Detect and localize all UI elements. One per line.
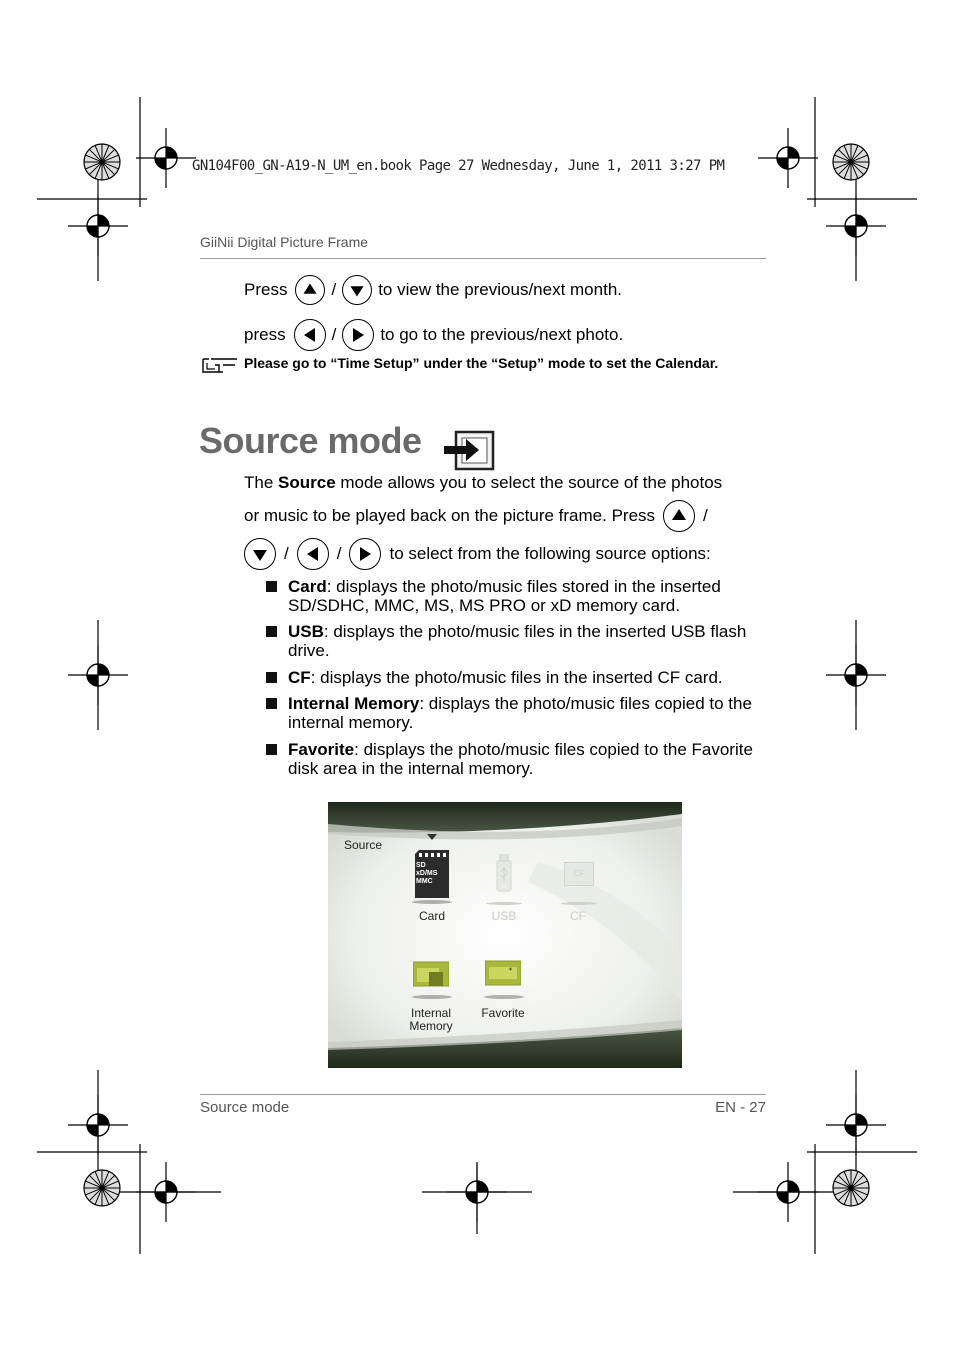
bullet-desc: : displays the photo/music files copied to the Favorite disk area in the internal memory. xyxy=(288,740,753,778)
footer-section: Source mode xyxy=(200,1099,290,1116)
cf-shadow xyxy=(561,902,597,905)
right-arrow-icon xyxy=(349,538,381,570)
nav-line-prefix: Press xyxy=(244,280,288,299)
internal-memory-label-line1: Internal xyxy=(410,1006,452,1020)
selector-caret-icon xyxy=(427,834,437,840)
screen-title: Source xyxy=(344,838,383,852)
bullet-desc: : displays the photo/music files stored in the inserted SD/SDHC, MMC, MS, MS PRO or xD memory card. xyxy=(288,577,721,615)
left-arrow-icon xyxy=(297,538,329,570)
print-slug: GN104F00_GN-A19-N_UM_en.book Page 27 Wednesday, June 1, 2011 3:27 PM xyxy=(192,158,725,174)
intro-slash: / xyxy=(703,506,708,525)
intro-slash: / xyxy=(284,544,289,563)
intro-bold-source: Source xyxy=(278,473,336,492)
source-menu-screenshot xyxy=(328,802,682,1068)
bullet-desc: : displays the photo/music files in the inserted USB flash drive. xyxy=(288,622,747,660)
nav-line-month xyxy=(244,274,622,306)
nav-line-photo xyxy=(244,318,623,352)
card-label: Card xyxy=(418,909,445,923)
nav-line-sep: / xyxy=(331,280,337,299)
left-arrow-icon xyxy=(294,319,326,351)
card-icon-text-mmc: MMC xyxy=(416,878,433,885)
right-arrow-icon xyxy=(342,319,374,351)
intro-slash: / xyxy=(336,544,342,563)
section-title: Source mode xyxy=(199,420,422,461)
intro-line-2-text: or music to be played back on the picture frame. Press xyxy=(244,506,656,525)
intro-line-2 xyxy=(244,498,708,534)
source-options-list xyxy=(266,577,766,787)
card-icon-text-xdms: xD/MS xyxy=(416,870,438,877)
nav-line-suffix: to view the previous/next month. xyxy=(378,280,622,299)
cf-label: CF xyxy=(570,909,586,923)
bullet-term: Favorite xyxy=(288,740,355,759)
down-arrow-icon xyxy=(342,275,372,305)
note-text: Please go to “Time Setup” under the “Setup” mode to set the Calendar. xyxy=(244,355,719,371)
card-shadow xyxy=(412,900,452,904)
source-mode-icon xyxy=(442,430,496,472)
nav-line-prefix: press xyxy=(244,325,286,344)
intro-the: The xyxy=(244,473,279,492)
intro-rest: mode allows you to select the source of the photos xyxy=(335,473,723,492)
favorite-source-icon[interactable] xyxy=(485,960,521,986)
internal-memory-label xyxy=(398,1007,464,1033)
running-header: GiiNii Digital Picture Frame xyxy=(200,234,369,250)
nav-line-suffix: to go to the previous/next photo. xyxy=(380,325,624,344)
cf-icon-text: CF xyxy=(573,869,585,878)
bullet-square-icon xyxy=(266,626,277,637)
favorite-label: Favorite xyxy=(481,1006,525,1020)
intro-line-3 xyxy=(244,537,711,571)
usb-shadow xyxy=(486,902,522,905)
page-number: EN - 27 xyxy=(715,1099,766,1116)
internal-memory-source-icon[interactable] xyxy=(413,960,449,988)
bullet-term: USB xyxy=(288,622,324,641)
card-source-icon[interactable] xyxy=(415,850,449,898)
favorite-shadow xyxy=(484,995,524,999)
internal-memory-shadow xyxy=(412,995,452,999)
bullet-square-icon xyxy=(266,698,277,709)
down-arrow-icon xyxy=(244,538,276,570)
bullet-square-icon xyxy=(266,672,277,683)
bullet-term: Internal Memory xyxy=(288,694,420,713)
internal-memory-label-line2: Memory xyxy=(409,1019,453,1033)
up-arrow-icon xyxy=(295,275,325,305)
card-icon-text-sd: SD xyxy=(416,862,426,869)
cf-source-icon[interactable] xyxy=(564,862,594,886)
intro-line-1 xyxy=(244,473,722,493)
bullet-square-icon xyxy=(266,744,277,755)
usb-source-icon[interactable] xyxy=(495,854,513,892)
bullet-term: Card xyxy=(288,577,327,596)
intro-line-3-text: to select from the following source options: xyxy=(389,544,711,563)
bullet-square-icon xyxy=(266,581,277,592)
bullet-desc: : displays the photo/music files copied to the internal memory. xyxy=(288,694,752,732)
bullet-term: CF xyxy=(288,668,311,687)
pointing-hand-note-icon xyxy=(201,355,239,375)
up-arrow-icon xyxy=(663,500,695,532)
nav-line-sep: / xyxy=(331,325,337,344)
bullet-desc: : displays the photo/music files in the inserted CF card. xyxy=(310,668,723,687)
footer-rule xyxy=(200,1094,766,1095)
usb-label: USB xyxy=(491,909,517,923)
header-rule xyxy=(200,258,766,259)
